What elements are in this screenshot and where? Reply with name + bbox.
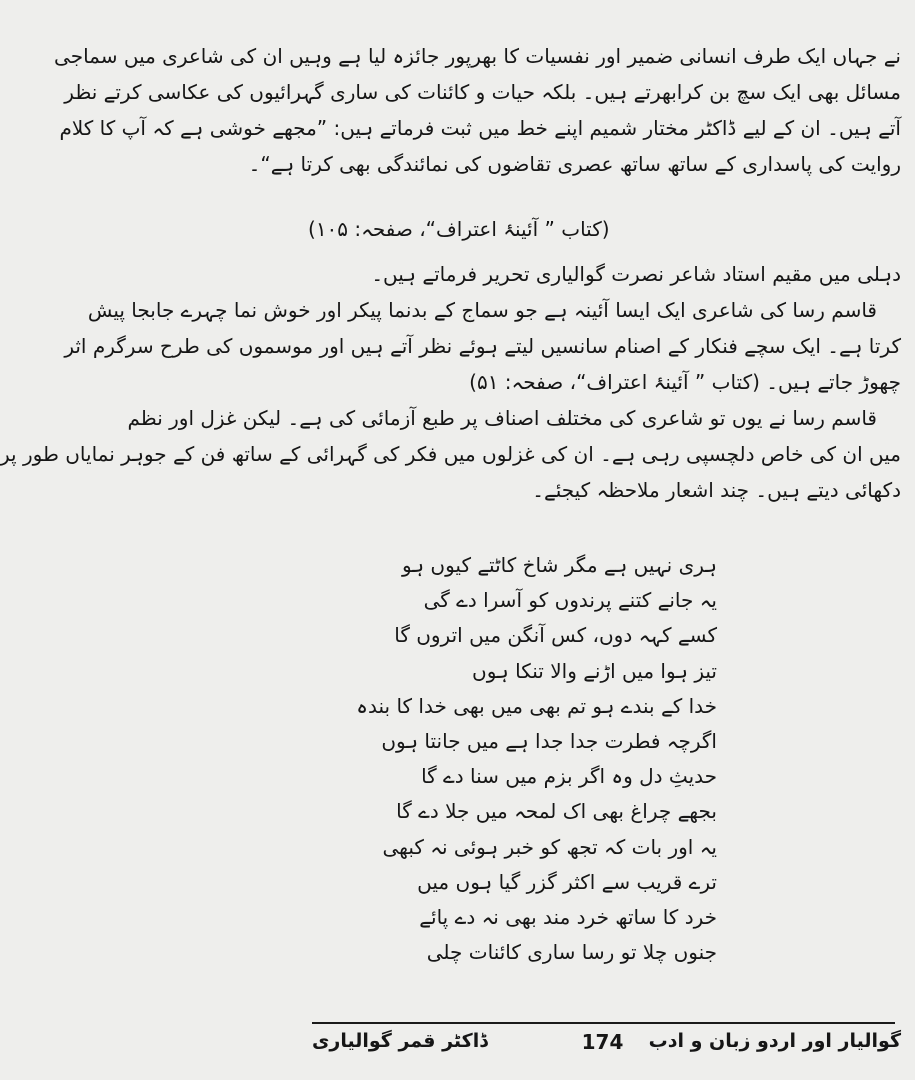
text-line: کرتا ہے۔ ایک سچے فنکار کے اصنام سانسیں لیتے ہوئے نظر آتے ہیں اور موسموں کی طرح سرگرم اثر bbox=[64, 334, 901, 358]
verse-line: اگرچہ فطرت جدا جدا ہے میں جانتا ہوں bbox=[381, 728, 717, 753]
verse-line: بجھے چراغ بھی اک لمحہ میں جلا دے گا bbox=[396, 799, 717, 824]
text-line: قاسم رسا نے یوں تو شاعری کی مختلف اصناف پر طبع آزمائی کی ہے۔ لیکن غزل اور نظم bbox=[127, 406, 877, 430]
footer-divider bbox=[312, 1022, 895, 1024]
text-line: مسائل بھی ایک سچ بن کرابھرتے ہیں۔ بلکہ حیات و کائنات کی ساری گہرائیوں کی عکاسی کرتے نظر bbox=[64, 80, 901, 104]
text-line: قاسم رسا کی شاعری ایک ایسا آئینہ ہے جو سماج کے بدنما پیکر اور خوش نما چہرے جابجا پیش bbox=[87, 298, 877, 322]
verse-line: کسے کہہ دوں، کس آنگن میں اتروں گا bbox=[394, 623, 717, 648]
text-line: آتے ہیں۔ ان کے لیے ڈاکٹر مختار شمیم اپنے خط میں ثبت فرماتے ہیں: ”مجھے خوشی ہے کہ آپ کا کلام bbox=[59, 116, 901, 140]
verse-block bbox=[356, 548, 717, 970]
verse-line: ترے قریب سے اکثر گزر گیا ہوں میں bbox=[417, 869, 717, 894]
text-line: میں ان کی خاص دلچسپی رہی ہے۔ ان کی غزلوں میں فکر کی گہرائی کے ساتھ فن کے جوہر نمایاں طور پر bbox=[0, 442, 901, 466]
verse-line: جنوں چلا تو رسا ساری کائنات چلی bbox=[426, 940, 717, 965]
verse-line: خرد کا ساتھ خرد مند بھی نہ دے پائے bbox=[419, 904, 717, 929]
verse-line: ہری نہیں ہے مگر شاخ کاٹتے کیوں ہو bbox=[401, 553, 717, 577]
page-number: 174 bbox=[581, 1030, 624, 1054]
verse-line: حدیثِ دل وہ اگر بزم میں سنا دے گا bbox=[421, 764, 717, 789]
verse-line: تیز ہوا میں اڑنے والا تنکا ہوں bbox=[472, 658, 717, 683]
text-line: دکھائی دیتے ہیں۔ چند اشعار ملاحظہ کیجئے۔ bbox=[532, 478, 901, 502]
paragraph-2 bbox=[64, 256, 901, 400]
text-line: چھوڑ جاتے ہیں۔ (کتاب ” آئینۂ اعتراف“، صفحہ: ۵۱) bbox=[469, 370, 901, 394]
citation-1: (کتاب ” آئینۂ اعتراف“، صفحہ: ۱۰۵) bbox=[308, 217, 610, 241]
text-line: روایت کی پاسداری کے ساتھ ساتھ عصری تقاضوں کی نمائندگی بھی کرتا ہے“۔ bbox=[248, 152, 901, 176]
verse-line: یہ اور بات کہ تجھ کو خبر ہوئی نہ کبھی bbox=[382, 834, 717, 859]
verse-line: خدا کے بندے ہو تم بھی میں بھی خدا کا بندہ bbox=[356, 693, 717, 718]
footer-author: ڈاکٹر قمر گوالیاری bbox=[312, 1030, 488, 1052]
paragraph-3 bbox=[0, 400, 901, 508]
text-line: نے جہاں ایک طرف انسانی ضمیر اور نفسیات کا بھرپور جائزہ لیا ہے وہیں ان کی شاعری میں سماجی bbox=[54, 44, 901, 68]
verse-line: یہ جانے کتنے پرندوں کو آسرا دے گی bbox=[423, 588, 717, 613]
paragraph-1 bbox=[54, 38, 901, 182]
footer-book-title: گوالیار اور اردو زبان و ادب bbox=[648, 1030, 901, 1052]
text-line: دہلی میں مقیم استاد شاعر نصرت گوالیاری تحریر فرماتے ہیں۔ bbox=[371, 262, 901, 286]
